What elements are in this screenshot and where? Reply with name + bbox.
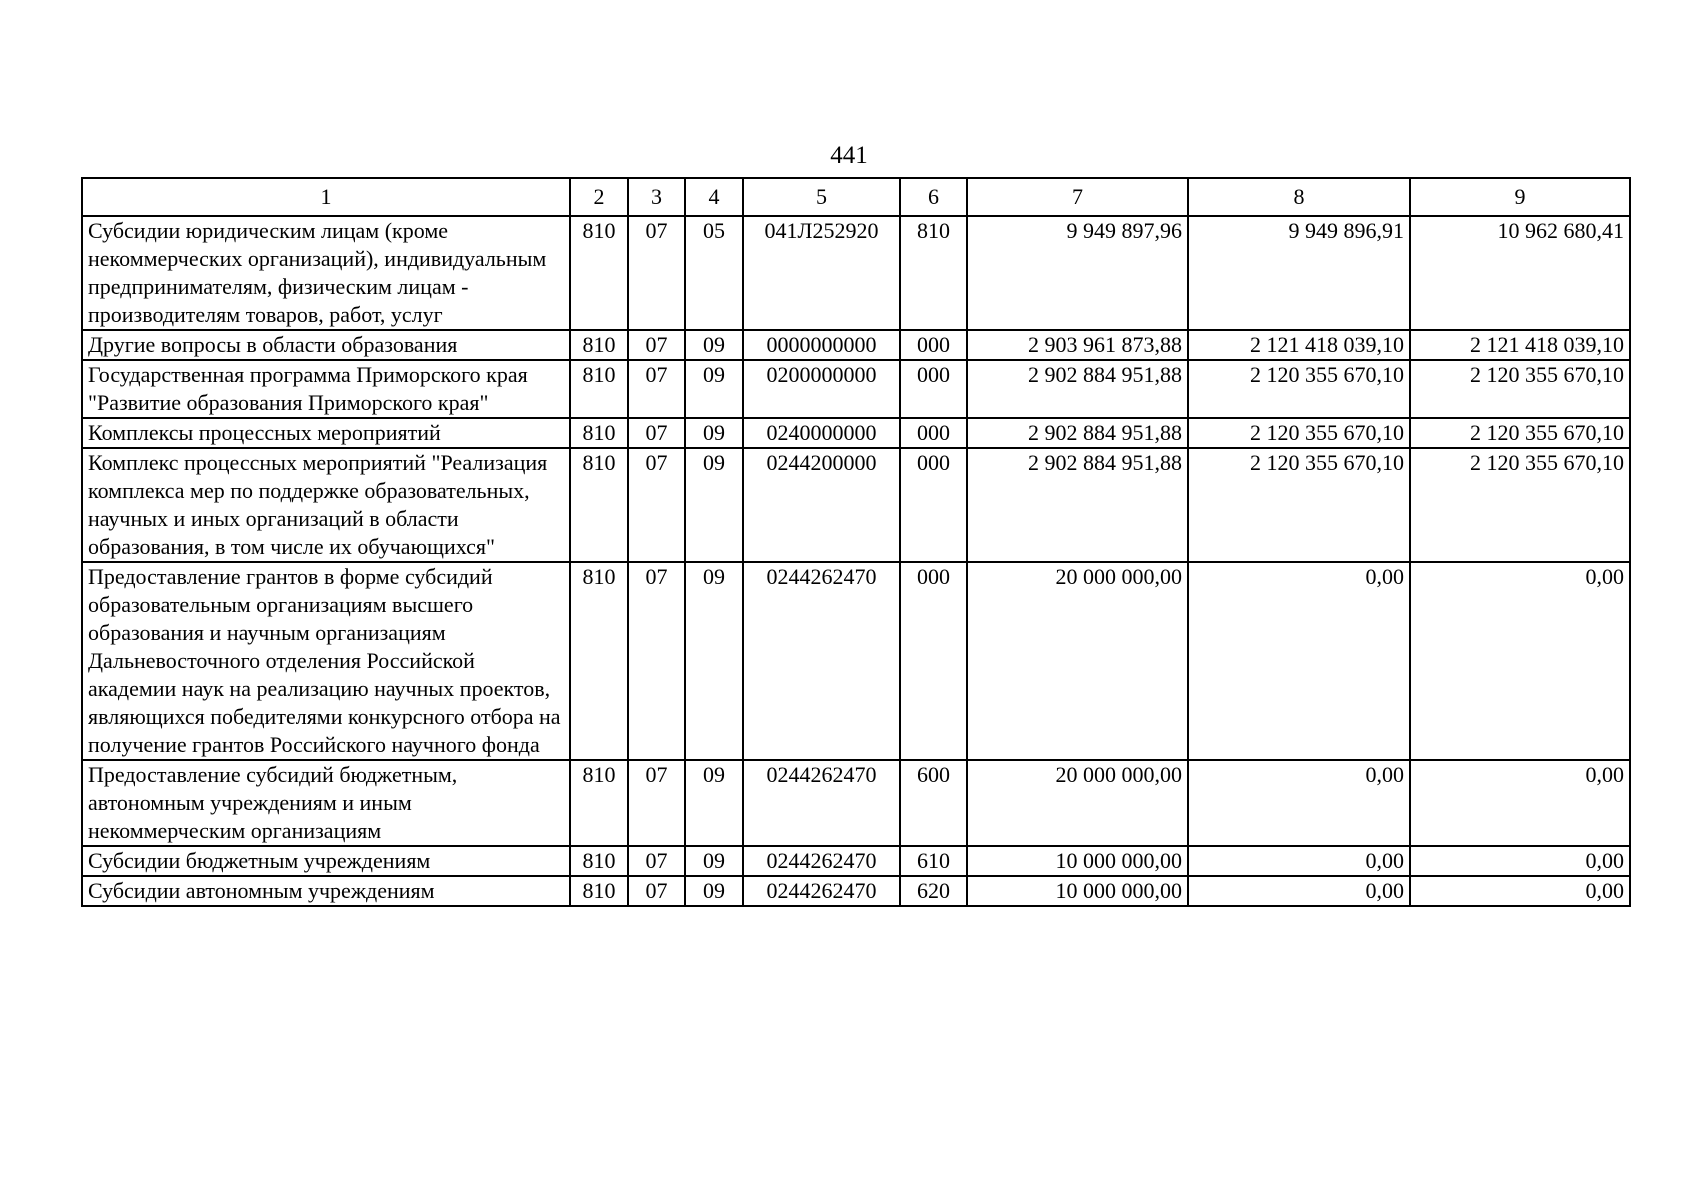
amount-cell: 20 000 000,00	[967, 760, 1188, 846]
row-name: Комплекс процессных мероприятий "Реализация комплекса мер по поддержке образовательных, научных и иных организаций в области образования, в том числе их обучающихся"	[82, 448, 570, 562]
amount-cell: 2 902 884 951,88	[967, 418, 1188, 448]
table-row	[82, 418, 1630, 448]
code-cell: 0244262470	[743, 760, 900, 846]
code-cell: 620	[900, 876, 967, 906]
code-cell: 09	[685, 360, 743, 418]
code-cell: 09	[685, 330, 743, 360]
code-cell: 000	[900, 360, 967, 418]
code-cell: 600	[900, 760, 967, 846]
amount-cell: 9 949 896,91	[1188, 216, 1410, 330]
code-cell: 0244200000	[743, 448, 900, 562]
row-name: Предоставление грантов в форме субсидий образовательным организациям высшего образования и научным организациям Дальневосточного отделения Российской академии наук на реализацию научных проектов, являющихся победителями конкурсного отбора на получение грантов Российского научного фонда	[82, 562, 570, 760]
row-name: Государственная программа Приморского края "Развитие образования Приморского края"	[82, 360, 570, 418]
code-cell: 09	[685, 846, 743, 876]
amount-cell: 0,00	[1188, 562, 1410, 760]
column-header: 8	[1188, 178, 1410, 216]
column-header: 6	[900, 178, 967, 216]
amount-cell: 2 903 961 873,88	[967, 330, 1188, 360]
code-cell: 0000000000	[743, 330, 900, 360]
table-row	[82, 330, 1630, 360]
row-name: Субсидии автономным учреждениям	[82, 876, 570, 906]
amount-cell: 2 120 355 670,10	[1410, 448, 1630, 562]
code-cell: 07	[628, 216, 685, 330]
code-cell: 09	[685, 562, 743, 760]
code-cell: 810	[570, 876, 628, 906]
table-row	[82, 846, 1630, 876]
code-cell: 07	[628, 448, 685, 562]
code-cell: 07	[628, 418, 685, 448]
amount-cell: 2 902 884 951,88	[967, 360, 1188, 418]
code-cell: 000	[900, 330, 967, 360]
code-cell: 041Л252920	[743, 216, 900, 330]
column-header: 5	[743, 178, 900, 216]
column-header: 3	[628, 178, 685, 216]
code-cell: 09	[685, 760, 743, 846]
amount-cell: 2 120 355 670,10	[1188, 448, 1410, 562]
table-header-row	[82, 178, 1630, 216]
budget-table	[81, 177, 1631, 907]
amount-cell: 2 121 418 039,10	[1410, 330, 1630, 360]
code-cell: 810	[570, 216, 628, 330]
amount-cell: 0,00	[1410, 876, 1630, 906]
code-cell: 810	[570, 760, 628, 846]
table-row	[82, 216, 1630, 330]
column-header: 4	[685, 178, 743, 216]
code-cell: 07	[628, 846, 685, 876]
column-header: 7	[967, 178, 1188, 216]
code-cell: 810	[570, 418, 628, 448]
page-number: 441	[830, 142, 868, 169]
amount-cell: 10 000 000,00	[967, 846, 1188, 876]
row-name: Другие вопросы в области образования	[82, 330, 570, 360]
code-cell: 09	[685, 418, 743, 448]
amount-cell: 10 962 680,41	[1410, 216, 1630, 330]
code-cell: 0240000000	[743, 418, 900, 448]
amount-cell: 20 000 000,00	[967, 562, 1188, 760]
code-cell: 07	[628, 760, 685, 846]
amount-cell: 2 121 418 039,10	[1188, 330, 1410, 360]
code-cell: 810	[570, 562, 628, 760]
table-row	[82, 562, 1630, 760]
amount-cell: 0,00	[1410, 760, 1630, 846]
code-cell: 000	[900, 418, 967, 448]
code-cell: 0244262470	[743, 876, 900, 906]
column-header: 1	[82, 178, 570, 216]
amount-cell: 9 949 897,96	[967, 216, 1188, 330]
table-row	[82, 448, 1630, 562]
amount-cell: 0,00	[1410, 846, 1630, 876]
code-cell: 0200000000	[743, 360, 900, 418]
code-cell: 810	[570, 360, 628, 418]
code-cell: 610	[900, 846, 967, 876]
table-row	[82, 360, 1630, 418]
amount-cell: 0,00	[1188, 876, 1410, 906]
amount-cell: 2 902 884 951,88	[967, 448, 1188, 562]
row-name: Субсидии бюджетным учреждениям	[82, 846, 570, 876]
code-cell: 0244262470	[743, 562, 900, 760]
amount-cell: 2 120 355 670,10	[1188, 418, 1410, 448]
table-row	[82, 760, 1630, 846]
code-cell: 07	[628, 876, 685, 906]
code-cell: 07	[628, 360, 685, 418]
row-name: Субсидии юридическим лицам (кроме некоммерческих организаций), индивидуальным предпринимателям, физическим лицам - производителям товаров, работ, услуг	[82, 216, 570, 330]
row-name: Комплексы процессных мероприятий	[82, 418, 570, 448]
amount-cell: 0,00	[1188, 760, 1410, 846]
code-cell: 000	[900, 562, 967, 760]
column-header: 9	[1410, 178, 1630, 216]
amount-cell: 0,00	[1410, 562, 1630, 760]
amount-cell: 2 120 355 670,10	[1410, 418, 1630, 448]
code-cell: 09	[685, 448, 743, 562]
code-cell: 810	[570, 330, 628, 360]
code-cell: 810	[570, 448, 628, 562]
code-cell: 05	[685, 216, 743, 330]
column-header: 2	[570, 178, 628, 216]
row-name: Предоставление субсидий бюджетным, автономным учреждениям и иным некоммерческим организациям	[82, 760, 570, 846]
code-cell: 810	[900, 216, 967, 330]
code-cell: 07	[628, 330, 685, 360]
code-cell: 0244262470	[743, 846, 900, 876]
amount-cell: 2 120 355 670,10	[1410, 360, 1630, 418]
code-cell: 09	[685, 876, 743, 906]
amount-cell: 2 120 355 670,10	[1188, 360, 1410, 418]
code-cell: 07	[628, 562, 685, 760]
code-cell: 000	[900, 448, 967, 562]
code-cell: 810	[570, 846, 628, 876]
amount-cell: 0,00	[1188, 846, 1410, 876]
table-row	[82, 876, 1630, 906]
amount-cell: 10 000 000,00	[967, 876, 1188, 906]
